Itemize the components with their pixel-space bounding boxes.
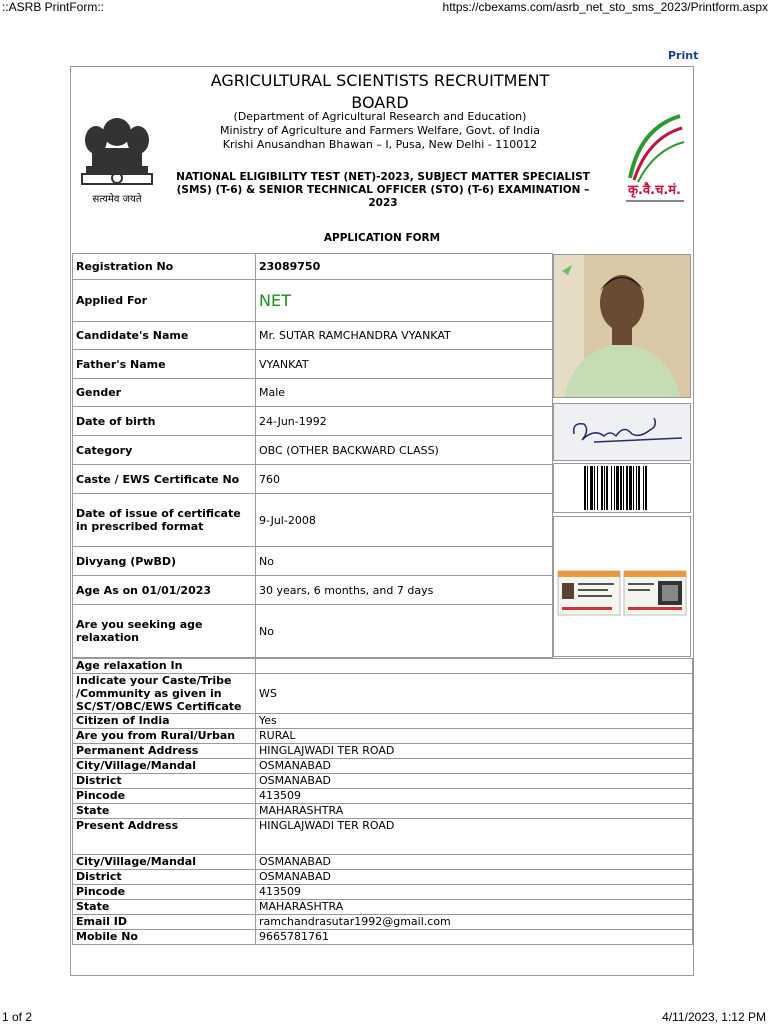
- applicant-details-table: [72, 253, 553, 658]
- field-label: Age As on 01/01/2023: [73, 576, 256, 605]
- table-row: [73, 714, 693, 729]
- field-value: 413509: [256, 789, 693, 804]
- table-row: [73, 915, 693, 930]
- barcode-bar: [638, 466, 640, 510]
- lion-capital-icon: [82, 118, 152, 184]
- field-value: RURAL: [256, 729, 693, 744]
- id-card-image: [553, 516, 691, 657]
- address-details-table: [72, 658, 693, 945]
- barcode-bar: [584, 466, 586, 510]
- print-timestamp: 4/11/2023, 1:12 PM: [662, 1010, 766, 1024]
- field-value: MAHARASHTRA: [256, 804, 693, 819]
- id-card-front-icon: [558, 571, 620, 615]
- field-label: City/Village/Mandal: [73, 855, 256, 870]
- table-row: [73, 900, 693, 915]
- barcode-bar: [590, 466, 593, 510]
- barcode-bar: [629, 466, 632, 510]
- table-row: [73, 465, 553, 494]
- barcode-bar: [614, 466, 615, 510]
- field-label: Applied For: [73, 280, 256, 322]
- browser-url: https://cbexams.com/asrb_net_sto_sms_2023/Printform.aspx: [442, 0, 768, 14]
- field-value: 760: [256, 465, 553, 494]
- table-row: [73, 322, 553, 350]
- field-label: Permanent Address: [73, 744, 256, 759]
- barcode-bar: [645, 466, 647, 510]
- field-label: Divyang (PwBD): [73, 547, 256, 576]
- field-label: District: [73, 774, 256, 789]
- table-row: [73, 379, 553, 407]
- field-value: OSMANABAD: [256, 774, 693, 789]
- barcode-bar: [597, 466, 598, 510]
- table-row: [73, 407, 553, 436]
- national-emblem: [72, 110, 162, 205]
- field-label: Caste / EWS Certificate No: [73, 465, 256, 494]
- field-label: Mobile No: [73, 930, 256, 945]
- field-label: Date of birth: [73, 407, 256, 436]
- field-label: Pincode: [73, 885, 256, 900]
- field-label: Registration No: [73, 254, 256, 280]
- candidate-signature: [553, 403, 691, 461]
- org-name: AGRICULTURAL SCIENTISTS RECRUITMENT BOARD: [210, 71, 550, 112]
- table-row: [73, 605, 553, 658]
- barcode-bar: [587, 466, 588, 510]
- table-row: [73, 494, 553, 547]
- field-label: Are you seeking age relaxation: [73, 605, 256, 658]
- field-label: City/Village/Mandal: [73, 759, 256, 774]
- field-value: HINGLAJWADI TER ROAD: [256, 819, 693, 855]
- barcode-bar: [601, 466, 603, 510]
- field-value: OBC (OTHER BACKWARD CLASS): [256, 436, 553, 465]
- field-value: 9-Jul-2008: [256, 494, 553, 547]
- barcode-bar: [626, 466, 628, 510]
- table-row: [73, 870, 693, 885]
- field-value: OSMANABAD: [256, 759, 693, 774]
- table-row: [73, 885, 693, 900]
- mobile-value: 9665781761: [256, 930, 693, 945]
- field-label: Age relaxation In: [73, 659, 256, 674]
- barcode-bar: [604, 466, 605, 510]
- department: (Department of Agricultural Research and Education): [233, 110, 527, 123]
- table-row: [73, 350, 553, 379]
- field-value: WS: [256, 674, 693, 714]
- barcode-bar: [594, 466, 595, 510]
- barcode-bar: [620, 466, 622, 510]
- field-value: No: [256, 605, 553, 658]
- field-label: Are you from Rural/Urban: [73, 729, 256, 744]
- field-value: 30 years, 6 months, and 7 days: [256, 576, 553, 605]
- table-row: [73, 436, 553, 465]
- table-row: [73, 744, 693, 759]
- field-value: 413509: [256, 885, 693, 900]
- field-label: District: [73, 870, 256, 885]
- table-row: [73, 804, 693, 819]
- field-label: Email ID: [73, 915, 256, 930]
- krishi-logo: [620, 108, 690, 208]
- field-label: Date of issue of certificate in prescribed format: [73, 494, 256, 547]
- field-label: Present Address: [73, 819, 256, 855]
- table-row: [73, 659, 693, 674]
- field-value: 24-Jun-1992: [256, 407, 553, 436]
- field-value: MAHARASHTRA: [256, 900, 693, 915]
- table-row: [73, 819, 693, 855]
- table-row: [73, 774, 693, 789]
- barcode-bar: [623, 466, 624, 510]
- barcode-bar: [606, 466, 608, 510]
- ministry: Ministry of Agriculture and Farmers Welfare, Govt. of India: [220, 124, 540, 137]
- table-row: [73, 789, 693, 804]
- browser-page-title: ::ASRB PrintForm::: [2, 0, 105, 14]
- field-value: Mr. SUTAR RAMCHANDRA VYANKAT: [256, 322, 553, 350]
- table-row: [73, 759, 693, 774]
- field-label: Gender: [73, 379, 256, 407]
- table-row: [73, 547, 553, 576]
- barcode-bar: [643, 466, 644, 510]
- field-label: State: [73, 900, 256, 915]
- barcode-bar: [633, 466, 634, 510]
- field-value: VYANKAT: [256, 350, 553, 379]
- table-row: [73, 855, 693, 870]
- field-value: OSMANABAD: [256, 870, 693, 885]
- field-label: Category: [73, 436, 256, 465]
- print-link[interactable]: Print: [668, 49, 699, 62]
- exam-title: NATIONAL ELIGIBILITY TEST (NET)-2023, SUBJECT MATTER SPECIALIST (SMS) (T-6) & SENIOR TECHNICAL OFFICER (STO) (T-6) EXAMINATION – 2023: [176, 171, 590, 209]
- field-value: [256, 659, 693, 674]
- field-label: Father's Name: [73, 350, 256, 379]
- candidate-photo: [553, 254, 691, 398]
- field-label: Pincode: [73, 789, 256, 804]
- barcode-bar: [636, 466, 637, 510]
- table-row: [73, 729, 693, 744]
- field-value: HINGLAJWADI TER ROAD: [256, 744, 693, 759]
- field-value: OSMANABAD: [256, 855, 693, 870]
- table-row: [73, 576, 553, 605]
- table-row: [73, 930, 693, 945]
- registration-number: 23089750: [256, 254, 553, 280]
- field-label: State: [73, 804, 256, 819]
- field-value: Male: [256, 379, 553, 407]
- applied-for-value: NET: [256, 280, 553, 322]
- emblem-motto: सत्यमेव जयते: [92, 194, 142, 205]
- table-row: [73, 280, 553, 322]
- email-value: ramchandrasutar1992@gmail.com: [256, 915, 693, 930]
- barcode: [553, 463, 691, 513]
- org-details: [180, 110, 580, 152]
- svg-text:कृ.वै.च.मं.: कृ.वै.च.मं.: [628, 183, 681, 198]
- address: Krishi Anusandhan Bhawan – I, Pusa, New Delhi - 110012: [222, 138, 538, 151]
- field-label: Citizen of India: [73, 714, 256, 729]
- barcode-bar: [616, 466, 619, 510]
- table-row: [73, 254, 553, 280]
- field-label: Indicate your Caste/Tribe /Community as given in SC/ST/OBC/EWS Certificate: [73, 674, 256, 714]
- barcode-bar: [611, 466, 612, 510]
- form-title: APPLICATION FORM: [323, 232, 441, 244]
- field-value: Yes: [256, 714, 693, 729]
- page-count: 1 of 2: [2, 1010, 33, 1024]
- table-row: [73, 674, 693, 714]
- field-label: Candidate's Name: [73, 322, 256, 350]
- id-card-back-icon: [624, 571, 686, 615]
- field-value: No: [256, 547, 553, 576]
